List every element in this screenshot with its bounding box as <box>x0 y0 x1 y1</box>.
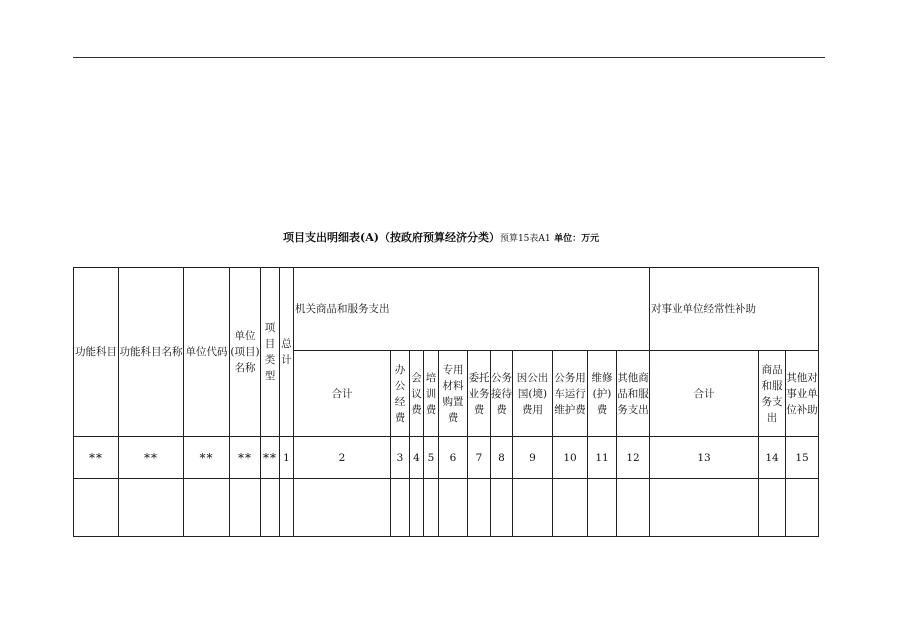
sub-subtotal-a: 合计 <box>294 351 391 437</box>
top-rule <box>73 57 825 58</box>
index-cell: 6 <box>439 437 468 479</box>
sub-vehicle: 公务用车运行维护费 <box>553 351 588 437</box>
index-cell: 11 <box>588 437 617 479</box>
index-cell: 8 <box>491 437 513 479</box>
index-cell: ** <box>119 437 184 479</box>
empty-cell <box>184 479 230 537</box>
sub-goods-services: 商品和服务支出 <box>759 351 786 437</box>
header-row-1 <box>74 268 819 351</box>
col-unit-project-name: 单位(项目)名称 <box>230 268 261 437</box>
sub-training: 培训费 <box>424 351 439 437</box>
unit-label: 单位：万元 <box>554 234 600 244</box>
sub-reception: 公务接待费 <box>491 351 513 437</box>
sub-materials: 专用材料购置费 <box>439 351 468 437</box>
sub-maintenance: 维修(护)费 <box>588 351 617 437</box>
index-cell: 13 <box>650 437 759 479</box>
index-cell: 7 <box>468 437 491 479</box>
sub-other-goods: 其他商品和服务支出 <box>617 351 650 437</box>
col-project-type: 项目类型 <box>261 268 280 437</box>
report-title <box>283 231 599 246</box>
group-goods-services: 机关商品和服务支出 <box>294 268 650 351</box>
index-cell: ** <box>261 437 280 479</box>
sub-commissioned: 委托业务费 <box>468 351 491 437</box>
empty-cell <box>491 479 513 537</box>
index-row <box>74 437 819 479</box>
col-total: 总计 <box>280 268 294 437</box>
index-cell: ** <box>74 437 119 479</box>
empty-cell <box>786 479 819 537</box>
group-subsidy: 对事业单位经常性补助 <box>650 268 819 351</box>
empty-cell <box>424 479 439 537</box>
empty-cell <box>74 479 119 537</box>
empty-cell <box>391 479 410 537</box>
empty-cell <box>759 479 786 537</box>
col-function-subject-name: 功能科目名称 <box>119 268 184 437</box>
empty-cell <box>617 479 650 537</box>
index-cell: 4 <box>410 437 424 479</box>
empty-cell <box>119 479 184 537</box>
sub-meeting: 会议费 <box>410 351 424 437</box>
empty-cell <box>280 479 294 537</box>
empty-cell <box>439 479 468 537</box>
col-unit-code: 单位代码 <box>184 268 230 437</box>
index-cell: 1 <box>280 437 294 479</box>
index-cell: 12 <box>617 437 650 479</box>
empty-cell <box>294 479 391 537</box>
index-cell: ** <box>184 437 230 479</box>
index-cell: 5 <box>424 437 439 479</box>
empty-cell <box>553 479 588 537</box>
index-cell: 10 <box>553 437 588 479</box>
sub-other-subsidy: 其他对事业单位补助 <box>786 351 819 437</box>
empty-cell <box>513 479 553 537</box>
index-cell: 9 <box>513 437 553 479</box>
form-code: 预算15表A1 <box>499 234 551 244</box>
empty-cell <box>261 479 280 537</box>
expenditure-table <box>73 267 819 537</box>
sub-office: 办公经费 <box>391 351 410 437</box>
empty-cell <box>410 479 424 537</box>
sub-subtotal-b: 合计 <box>650 351 759 437</box>
index-cell: 2 <box>294 437 391 479</box>
col-function-subject: 功能科目 <box>74 268 119 437</box>
title-main: 项目支出明细表(A)（按政府预算经济分类） <box>283 231 500 244</box>
empty-cell <box>650 479 759 537</box>
index-cell: 14 <box>759 437 786 479</box>
empty-cell <box>588 479 617 537</box>
empty-data-row <box>74 479 819 537</box>
sub-abroad: 因公出国(境)费用 <box>513 351 553 437</box>
empty-cell <box>230 479 261 537</box>
index-cell: 15 <box>786 437 819 479</box>
empty-cell <box>468 479 491 537</box>
index-cell: ** <box>230 437 261 479</box>
index-cell: 3 <box>391 437 410 479</box>
